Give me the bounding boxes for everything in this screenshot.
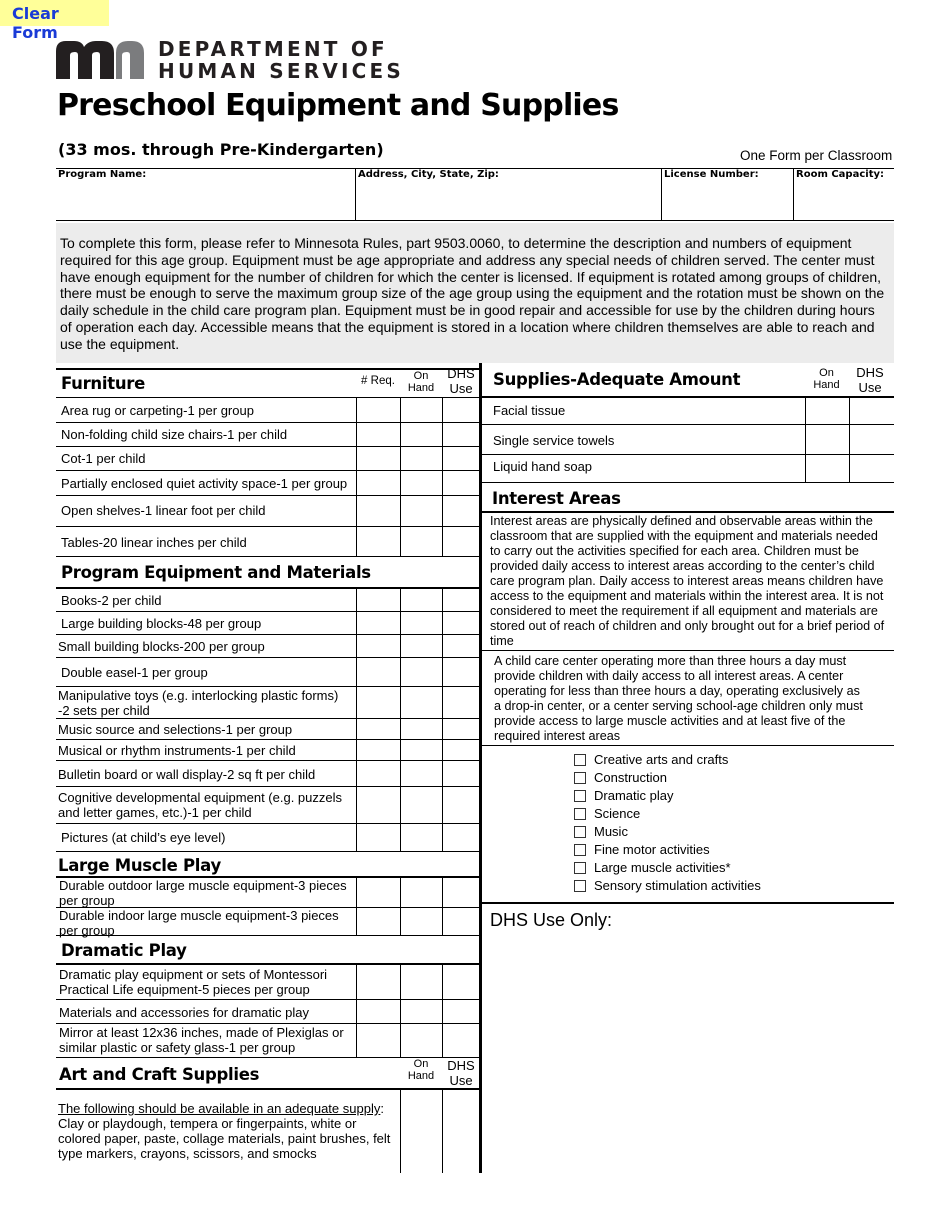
checkbox-sensory[interactable]: Sensory stimulation activities (574, 878, 761, 893)
mn-logo-icon (56, 39, 144, 79)
furniture-title: Furniture (61, 374, 145, 393)
list-item: Partially enclosed quiet activity space-1 per group (61, 476, 348, 491)
program-name-field[interactable] (56, 168, 355, 220)
checkbox-icon[interactable] (574, 862, 586, 874)
address-field[interactable] (356, 168, 661, 220)
address-label: Address, City, State, Zip: (358, 169, 499, 180)
room-capacity-label: Room Capacity: (796, 169, 884, 180)
checkbox-icon[interactable] (574, 790, 586, 802)
dhs-use-header: DHS Use (447, 1058, 475, 1088)
program-name-label: Program Name: (58, 169, 147, 180)
list-item: Durable outdoor large muscle equipment-3 pieces per group (59, 878, 347, 908)
checkbox-creative-arts[interactable]: Creative arts and crafts (574, 752, 728, 767)
req-header: # Req. (361, 375, 395, 387)
list-item: Single service towels (493, 433, 615, 448)
list-item: Books-2 per child (61, 593, 162, 608)
list-item: Tables-20 linear inches per child (61, 535, 247, 550)
list-item: Cognitive developmental equipment (e.g. puzzels and letter games, etc.)-1 per child (58, 790, 343, 820)
checkbox-icon[interactable] (574, 754, 586, 766)
checkbox-construction[interactable]: Construction (574, 770, 667, 785)
list-item: Music source and selections-1 per group (58, 722, 293, 737)
list-item: Durable indoor large muscle equipment-3 pieces per group (59, 908, 339, 938)
dramatic-play-title: Dramatic Play (61, 941, 187, 960)
art-supplies-title: Art and Craft Supplies (59, 1065, 260, 1084)
on-hand-header: On Hand (813, 367, 840, 391)
checkbox-icon[interactable] (574, 844, 586, 856)
checkbox-science[interactable]: Science (574, 806, 640, 821)
list-item: Pictures (at child’s eye level) (61, 830, 226, 845)
art-supplies-text: The following should be available in an adequate supply: Clay or playdough, tempera or fingerpaints, white or colored paper, paste, collage materials, paint brushes, felt type markers, crayons, scissors, and smocks (58, 1101, 391, 1161)
license-number-label: License Number: (664, 169, 759, 180)
checkbox-icon[interactable] (574, 808, 586, 820)
on-hand-header: On Hand (407, 370, 435, 394)
list-item: Dramatic play equipment or sets of Montessori Practical Life equipment-5 pieces per group (59, 967, 328, 997)
list-item: Facial tissue (493, 403, 566, 418)
dhs-use-only-label: DHS Use Only: (490, 910, 613, 930)
list-item: Liquid hand soap (493, 459, 593, 474)
interest-areas-description: Interest areas are physically defined and observable areas within the classroom that are supplied with the equipment and materials needed to carry out the activities specified for each area. Children must be provided daily access to interest areas according to the center’s child care program plan. Daily access to interest areas means children have access to the equipment and materials within the interest area. It is not considered to meet the requirement if all equipment and materials are stored out of reach of children and only brought out for a brief period of time (490, 514, 885, 648)
checkbox-fine-motor[interactable]: Fine motor activities (574, 842, 710, 857)
dhs-use-header: DHS Use (856, 365, 884, 395)
list-item: Large building blocks-48 per group (61, 616, 262, 631)
instructions-paragraph: To complete this form, please refer to Minnesota Rules, part 9503.0060, to determine the description and numbers of equipment required for this age group. Equipment must be age appropriate and address any special needs of children served. The center must have enough equipment for the number of children for which the center is licensed. If equipment is rotated among groups of children, there must be enough to serve the maximum group size of the age group using the equipment and the rotation must be shown on the daily schedule in the child care program plan. Equipment must be in good repair and accessible for use by the children during hours of operation each day. Accessible means that the equipment is stored in a location where children themselves are able to reach and use the equipment. (56, 223, 894, 363)
list-item: Manipulative toys (e.g. interlocking plastic forms) -2 sets per child (58, 688, 339, 718)
list-item: Cot-1 per child (61, 451, 146, 466)
one-form-note: One Form per Classroom (740, 148, 893, 163)
list-item: Materials and accessories for dramatic play (59, 1005, 309, 1020)
checkbox-dramatic-play[interactable]: Dramatic play (574, 788, 673, 803)
department-name: DEPARTMENT OF HUMAN SERVICES (158, 37, 404, 83)
list-item: Mirror at least 12x36 inches, made of Plexiglas or similar plastic or safety glass-1 per group (59, 1025, 344, 1055)
page-subtitle: (33 mos. through Pre-Kindergarten) (58, 140, 384, 159)
list-item: Musical or rhythm instruments-1 per child (58, 743, 296, 758)
checkbox-icon[interactable] (574, 826, 586, 838)
checkbox-icon[interactable] (574, 772, 586, 784)
list-item: Bulletin board or wall display-2 sq ft per child (58, 767, 316, 782)
list-item: Small building blocks-200 per group (58, 639, 265, 654)
page-title: Preschool Equipment and Supplies (57, 88, 619, 123)
checkbox-music[interactable]: Music (574, 824, 628, 839)
list-item: Open shelves-1 linear foot per child (61, 503, 266, 518)
checkbox-icon[interactable] (574, 880, 586, 892)
supplies-title: Supplies-Adequate Amount (493, 370, 741, 389)
checkbox-large-muscle[interactable]: Large muscle activities* (574, 860, 731, 875)
room-capacity-field[interactable] (794, 168, 894, 220)
program-equipment-title: Program Equipment and Materials (61, 563, 371, 582)
large-muscle-title: Large Muscle Play (58, 856, 221, 875)
list-item: Non-folding child size chairs-1 per child (61, 427, 288, 442)
clear-form-button[interactable]: Clear Form (0, 0, 109, 26)
list-item: Double easel-1 per group (61, 665, 208, 680)
list-item: Area rug or carpeting-1 per group (61, 403, 254, 418)
license-number-field[interactable] (662, 168, 793, 220)
on-hand-header: On Hand (407, 1058, 435, 1082)
dhs-use-header: DHS Use (447, 366, 475, 396)
interest-areas-requirement: A child care center operating more than three hours a day must provide children with daily access to all interest areas. A center operating for less than three hours a day, operating exclusively as a drop-in center, or a center serving school-age children only must provide access to large muscle activities and at least five of the required interest areas (494, 654, 863, 743)
interest-areas-title: Interest Areas (492, 489, 621, 508)
